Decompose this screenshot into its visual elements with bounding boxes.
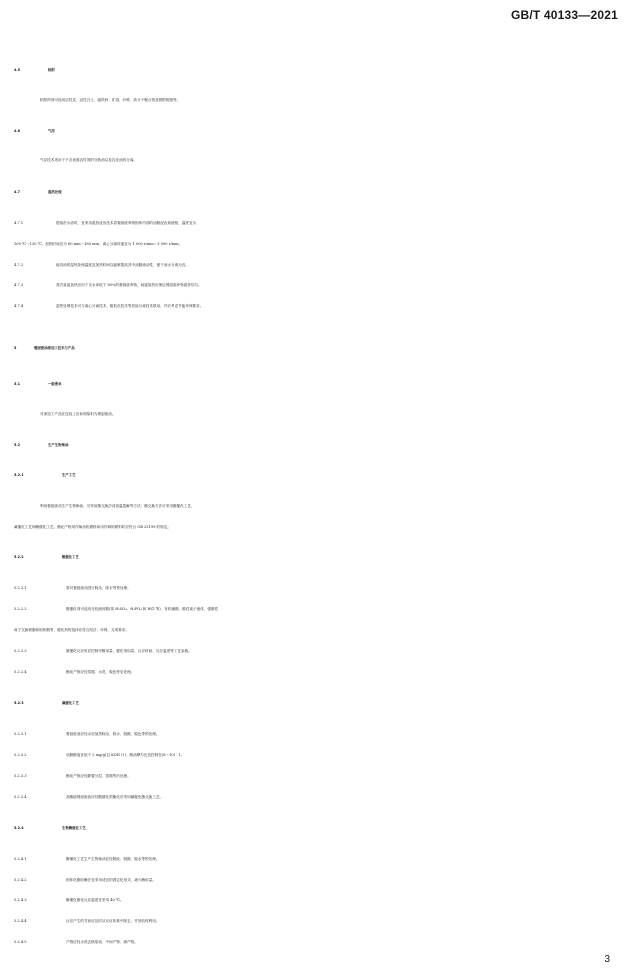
clause-5-2-2-4 xyxy=(0,664,638,680)
clause-text: 蒸汽直接加热宜用于含水率低于 85%的餐厨废弃物，间接加热应保证餐厨废弃物搅拌均匀。 xyxy=(56,283,202,287)
clause-text: 100 ℃～130 ℃，加热时间宜为 60 min～180 min，离心分离转速宜为 1 000 r/min～3 000 r/min。 xyxy=(14,242,183,246)
clause-number: 5.2.3.4 xyxy=(14,795,27,799)
clause-5-2-4-2 xyxy=(0,872,638,888)
clause-number: 5.2.3.1 xyxy=(14,732,27,736)
clause-5-2-4-1 xyxy=(0,851,638,867)
section-number: 5.2 xyxy=(14,443,21,447)
clause-number: 5.2.2.3 xyxy=(14,649,27,653)
clause-5-2-2-2-continued xyxy=(0,622,638,638)
clause-text: 地沟油的湿热处理温度及加热时间以能够提高其中油脂流动性、便于油水分离为宜。 xyxy=(56,263,189,267)
clause-number: 5.2.4.5 xyxy=(14,940,27,944)
section-title: 酸催化工艺 xyxy=(62,555,79,559)
clause-text: 酯化产物应经静置分层、蒸馏等后处理。 xyxy=(66,774,131,778)
clause-5-2-2-3 xyxy=(0,643,638,659)
section-number: 5.2.2 xyxy=(14,555,24,559)
clause-number: 4.7.1 xyxy=(14,221,24,225)
section-title: 生产工艺 xyxy=(62,473,76,477)
clause-5-2-3-4 xyxy=(0,789,638,805)
clause-text: 提取泔水油时，宜采用湿热浸出技术将餐厨废弃物固体内部的油脂浸出到液相，温度宜为 xyxy=(56,221,197,225)
clause-4-7-1 xyxy=(0,215,638,231)
clause-text: 需对餐厨废油进行除杂、除水等预处理。 xyxy=(66,586,131,590)
clause-5-2-4-5 xyxy=(0,934,638,950)
clause-text: 酯化产物应经蒸馏、水洗、脱色等后处理。 xyxy=(66,670,135,674)
section-title: 气浮 xyxy=(48,129,55,133)
clause-text: 餐厨废油应经水浴加热除杂、除水、脱酸、脱色等预处理。 xyxy=(66,732,160,736)
chapter-5-heading xyxy=(0,340,638,356)
section-title: 一般要求 xyxy=(48,382,62,386)
clause-number: 5.2.3.2 xyxy=(14,753,27,757)
clause-text: 反应产生的甘油应及时从反应体系中除去，并回收再利用。 xyxy=(66,919,160,923)
section-5-2-1-body xyxy=(0,498,638,514)
section-5-2-4-heading xyxy=(0,820,638,836)
clause-5-2-4-4 xyxy=(0,913,638,929)
section-number: 4.7 xyxy=(14,190,21,194)
clause-number: 5.2.4.4 xyxy=(14,919,27,923)
clause-text: 油脂酸值宜低于 2 mg/g(以 KOH 计)，醇油摩尔比宜控制在(6～10)∶1。 xyxy=(66,753,185,757)
clause-4-7-4 xyxy=(0,298,638,314)
clause-text: 酶催化工艺生产生物柴油应经脱胶、脱酸、脱水等预处理。 xyxy=(66,857,160,861)
clause-number: 5.2.4.1 xyxy=(14,857,27,861)
section-4-6-body xyxy=(0,152,638,168)
section-number: 5.2.3 xyxy=(14,701,24,705)
section-4-6-heading xyxy=(0,123,638,139)
clause-5-2-3-3 xyxy=(0,768,638,784)
section-5-2-2-heading xyxy=(0,549,638,565)
clause-text: 产物应经水洗去除原油、中间产物、副产物。 xyxy=(66,940,138,944)
clause-5-2-4-3 xyxy=(0,892,638,908)
paragraph-text: 利用餐厨废油生产生物柴油，可采用酯交换法或高温裂解等方法。酯交换方法可采用酸催化工艺、 xyxy=(40,504,195,508)
clause-text: 酸催化反应时应控制甲醇用量、催化剂用量、反应时间、反应温度等工艺参数。 xyxy=(66,649,192,653)
clause-4-7-3 xyxy=(0,277,638,293)
section-5-2-1-heading xyxy=(0,467,638,483)
section-title: 湿热处理 xyxy=(48,190,62,194)
section-4-5-body xyxy=(0,92,638,108)
clause-number: 4.7.3 xyxy=(14,283,24,287)
clause-5-2-3-1 xyxy=(0,726,638,742)
section-number: 4.6 xyxy=(14,129,21,133)
clause-text: 湿热处理技术可与离心分离技术、粗粒化技术等其他分离技术联用，并应考虑节能环保要求。 xyxy=(56,304,204,308)
clause-4-7-1-continued xyxy=(0,236,638,252)
clause-number: 5.2.4.2 xyxy=(14,878,27,882)
paragraph-text: 粘附药剂可选用活性炭、活性白土、磁铁砂、矿渣、纤维、高分子聚合物及吸附树脂等。 xyxy=(40,98,181,102)
clause-5-2-3-2 xyxy=(0,747,638,763)
clause-number: 5.2.2.4 xyxy=(14,670,27,674)
clause-number: 5.2.3.3 xyxy=(14,774,27,778)
section-number: 5.2.4 xyxy=(14,826,24,830)
paragraph-text: 气浮技术适用于不含表面活性剂的分散油以及乳化油的分离。 xyxy=(40,158,138,162)
section-4-7-heading xyxy=(0,184,638,200)
chapter-title: 餐厨废油深加工技术与产品 xyxy=(34,346,75,350)
paragraph-text: 碱催化工艺和酶催化工艺。酯化产物用作柴油机燃料和用作调和燃料时应符合 GB 25199 的规定。 xyxy=(14,525,171,529)
clause-4-7-2 xyxy=(0,257,638,273)
clause-text: 高酸值餐厨废油应经酸催化预酯化后采用碱催化酯交换工艺。 xyxy=(66,795,164,799)
section-title: 粘附 xyxy=(48,68,55,72)
clause-5-2-2-2 xyxy=(0,601,638,617)
clause-number: 4.7.2 xyxy=(14,263,24,267)
clause-number: 5.2.4.3 xyxy=(14,898,27,902)
section-5-1-heading xyxy=(0,376,638,392)
paragraph-text: 对深加工产品在包装上应标明原料为餐厨废油。 xyxy=(40,412,116,416)
section-4-5-heading xyxy=(0,62,638,78)
chapter-number: 5 xyxy=(14,346,17,350)
section-5-2-1-body-continued xyxy=(0,519,638,535)
section-title: 生物酶催化工艺 xyxy=(62,826,86,830)
section-5-2-3-heading xyxy=(0,695,638,711)
clause-text: 离子交换树脂和固体酸等，催化剂的选择应符合经济、环保、无毒要求。 xyxy=(14,628,129,632)
clause-number: 5.2.2.1 xyxy=(14,586,27,590)
section-5-1-body xyxy=(0,406,638,422)
section-5-2-heading xyxy=(0,437,638,453)
clause-number: 4.7.4 xyxy=(14,304,24,308)
clause-text: 固体化脂肪酶法宜采用适宜的固定化形式，减少酶用量。 xyxy=(66,878,156,882)
clause-text: 酶催化脂化反应温度宜采用 40 ℃。 xyxy=(66,898,124,902)
clause-number: 5.2.2.2 xyxy=(14,607,27,611)
standard-code-header: GB/T 40133—2021 xyxy=(510,8,618,22)
section-number: 4.5 xyxy=(14,68,21,72)
page-number: 3 xyxy=(604,954,610,965)
clause-text: 酸催化剂可选用无机液体酸(浓 H₂SO₄、H₃PO₄ 和 HCl 等)、有机磺酸、酸性离子液体、强酸性 xyxy=(66,607,219,611)
section-title: 碱催化工艺 xyxy=(62,701,79,705)
section-number: 5.2.1 xyxy=(14,473,24,477)
section-title: 生产生物柴油 xyxy=(48,443,69,447)
section-number: 5.1 xyxy=(14,382,21,386)
clause-5-2-2-1 xyxy=(0,580,638,596)
